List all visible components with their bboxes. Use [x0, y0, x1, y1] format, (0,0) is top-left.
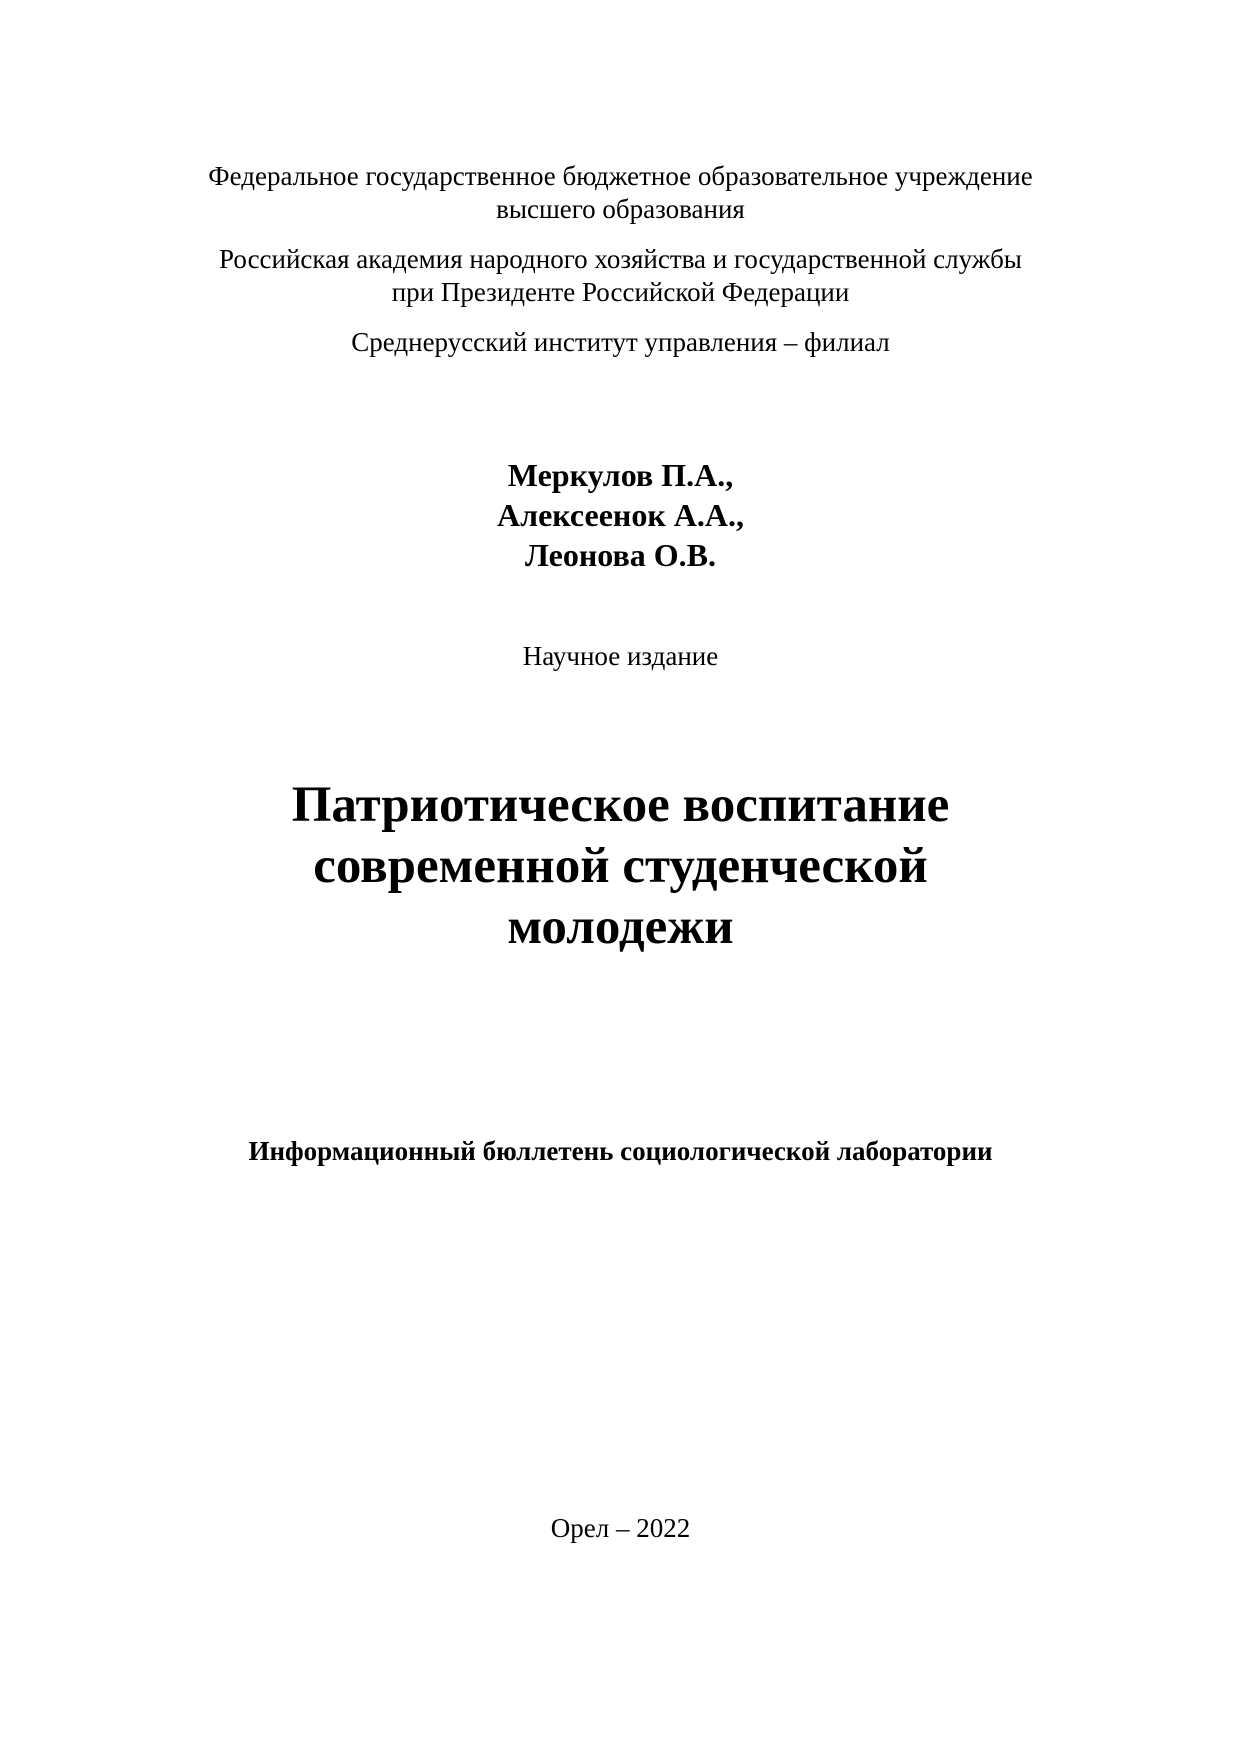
- document-subtitle: [0, 1135, 1241, 1168]
- institution-line: Среднерусский институт управления – филиал: [351, 327, 890, 357]
- title-line: Патриотическое воспитание: [291, 777, 950, 833]
- city-year: Орел – 2022: [550, 1513, 691, 1543]
- title-line: современной студенческой: [313, 838, 928, 894]
- author-name: Меркулов П.А.,: [507, 457, 734, 493]
- institution-line: Российская академия народного хозяйства и государственной службы: [219, 244, 1022, 274]
- institution-line: при Президенте Российской Федерации: [391, 277, 850, 307]
- imprint-line: [0, 1512, 1241, 1545]
- edition-type-label: Научное издание: [522, 641, 719, 671]
- document-title: [0, 775, 1241, 958]
- academy-name: [0, 243, 1241, 309]
- year: 2022: [636, 1513, 691, 1543]
- edition-type: [0, 640, 1241, 673]
- institution-line: Федеральное государственное бюджетное образовательное учреждение: [208, 161, 1033, 191]
- author-name: Алексеенок А.А.,: [497, 497, 744, 533]
- city: Орел: [550, 1513, 610, 1543]
- author-name: Леонова О.В.: [525, 537, 716, 573]
- institution-line: высшего образования: [496, 194, 745, 224]
- authors-list: [0, 455, 1241, 575]
- title-line: молодежи: [507, 899, 734, 955]
- institution-type: [0, 160, 1241, 226]
- subtitle-text: Информационный бюллетень социологической лаборатории: [248, 1136, 993, 1166]
- branch-name: [0, 326, 1241, 359]
